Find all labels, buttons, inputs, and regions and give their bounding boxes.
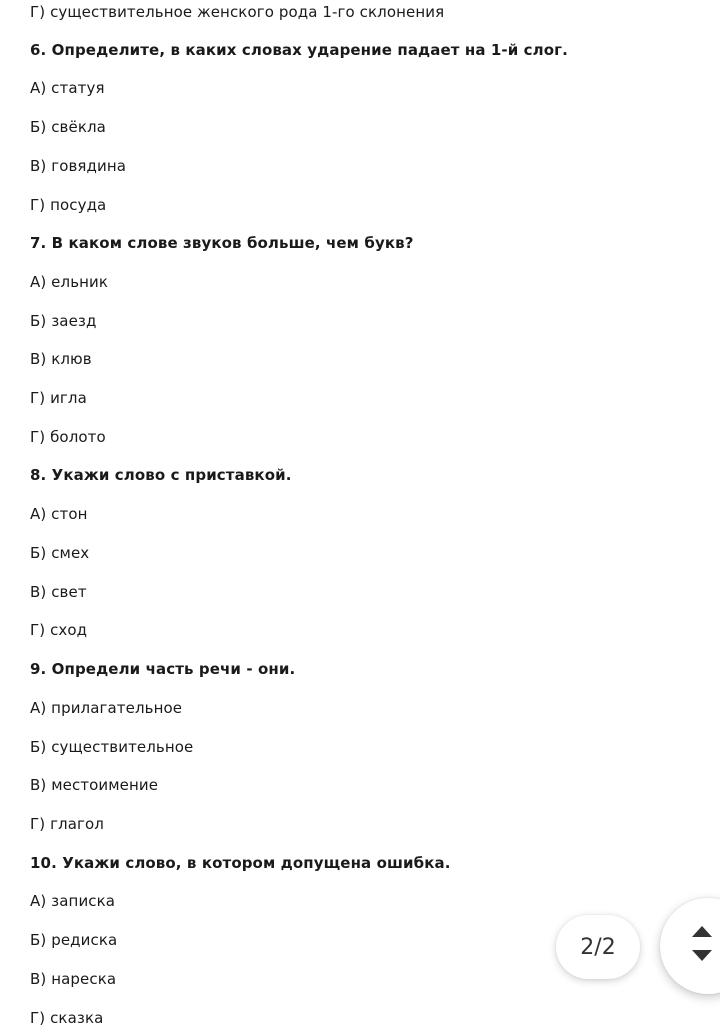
answer-option: В) свет (30, 583, 87, 601)
answer-option: Б) существительное (30, 738, 194, 756)
answer-option: Г) сказка (30, 1009, 104, 1027)
answer-option: А) стон (30, 505, 88, 523)
answer-option: В) нареска (30, 970, 117, 988)
arrow-down-icon[interactable] (692, 950, 712, 961)
question-heading: 6. Определите, в каких словах ударение падает на 1-й слог. (30, 41, 568, 59)
answer-option: Б) смех (30, 544, 90, 562)
answer-option: Г) сход (30, 621, 88, 639)
answer-option: В) клюв (30, 350, 92, 368)
answer-option: В) говядина (30, 157, 127, 175)
answer-option: А) прилагательное (30, 699, 183, 717)
answer-option: Г) посуда (30, 196, 107, 214)
page-indicator: 2/2 (556, 915, 640, 979)
answer-option: Б) свёкла (30, 118, 106, 136)
answer-option: А) статуя (30, 79, 105, 97)
answer-option: В) местоимение (30, 776, 159, 794)
answer-option: Б) редиска (30, 931, 118, 949)
scroll-navigation-button[interactable] (660, 898, 720, 994)
answer-option: А) ельник (30, 273, 109, 291)
answer-option: Г) болото (30, 428, 106, 446)
answer-option: Г) игла (30, 389, 87, 407)
answer-option: Б) заезд (30, 312, 97, 330)
question-heading: 10. Укажи слово, в котором допущена ошибка. (30, 854, 451, 872)
question-heading: 9. Определи часть речи - они. (30, 660, 296, 678)
answer-option: Г) глагол (30, 815, 104, 833)
question-heading: 8. Укажи слово с приставкой. (30, 466, 292, 484)
answer-option: А) записка (30, 892, 116, 910)
question-heading: 7. В каком слове звуков больше, чем букв? (30, 234, 414, 252)
arrow-up-icon[interactable] (692, 926, 712, 937)
answer-option: Г) существительное женского рода 1-го склонения (30, 3, 445, 21)
